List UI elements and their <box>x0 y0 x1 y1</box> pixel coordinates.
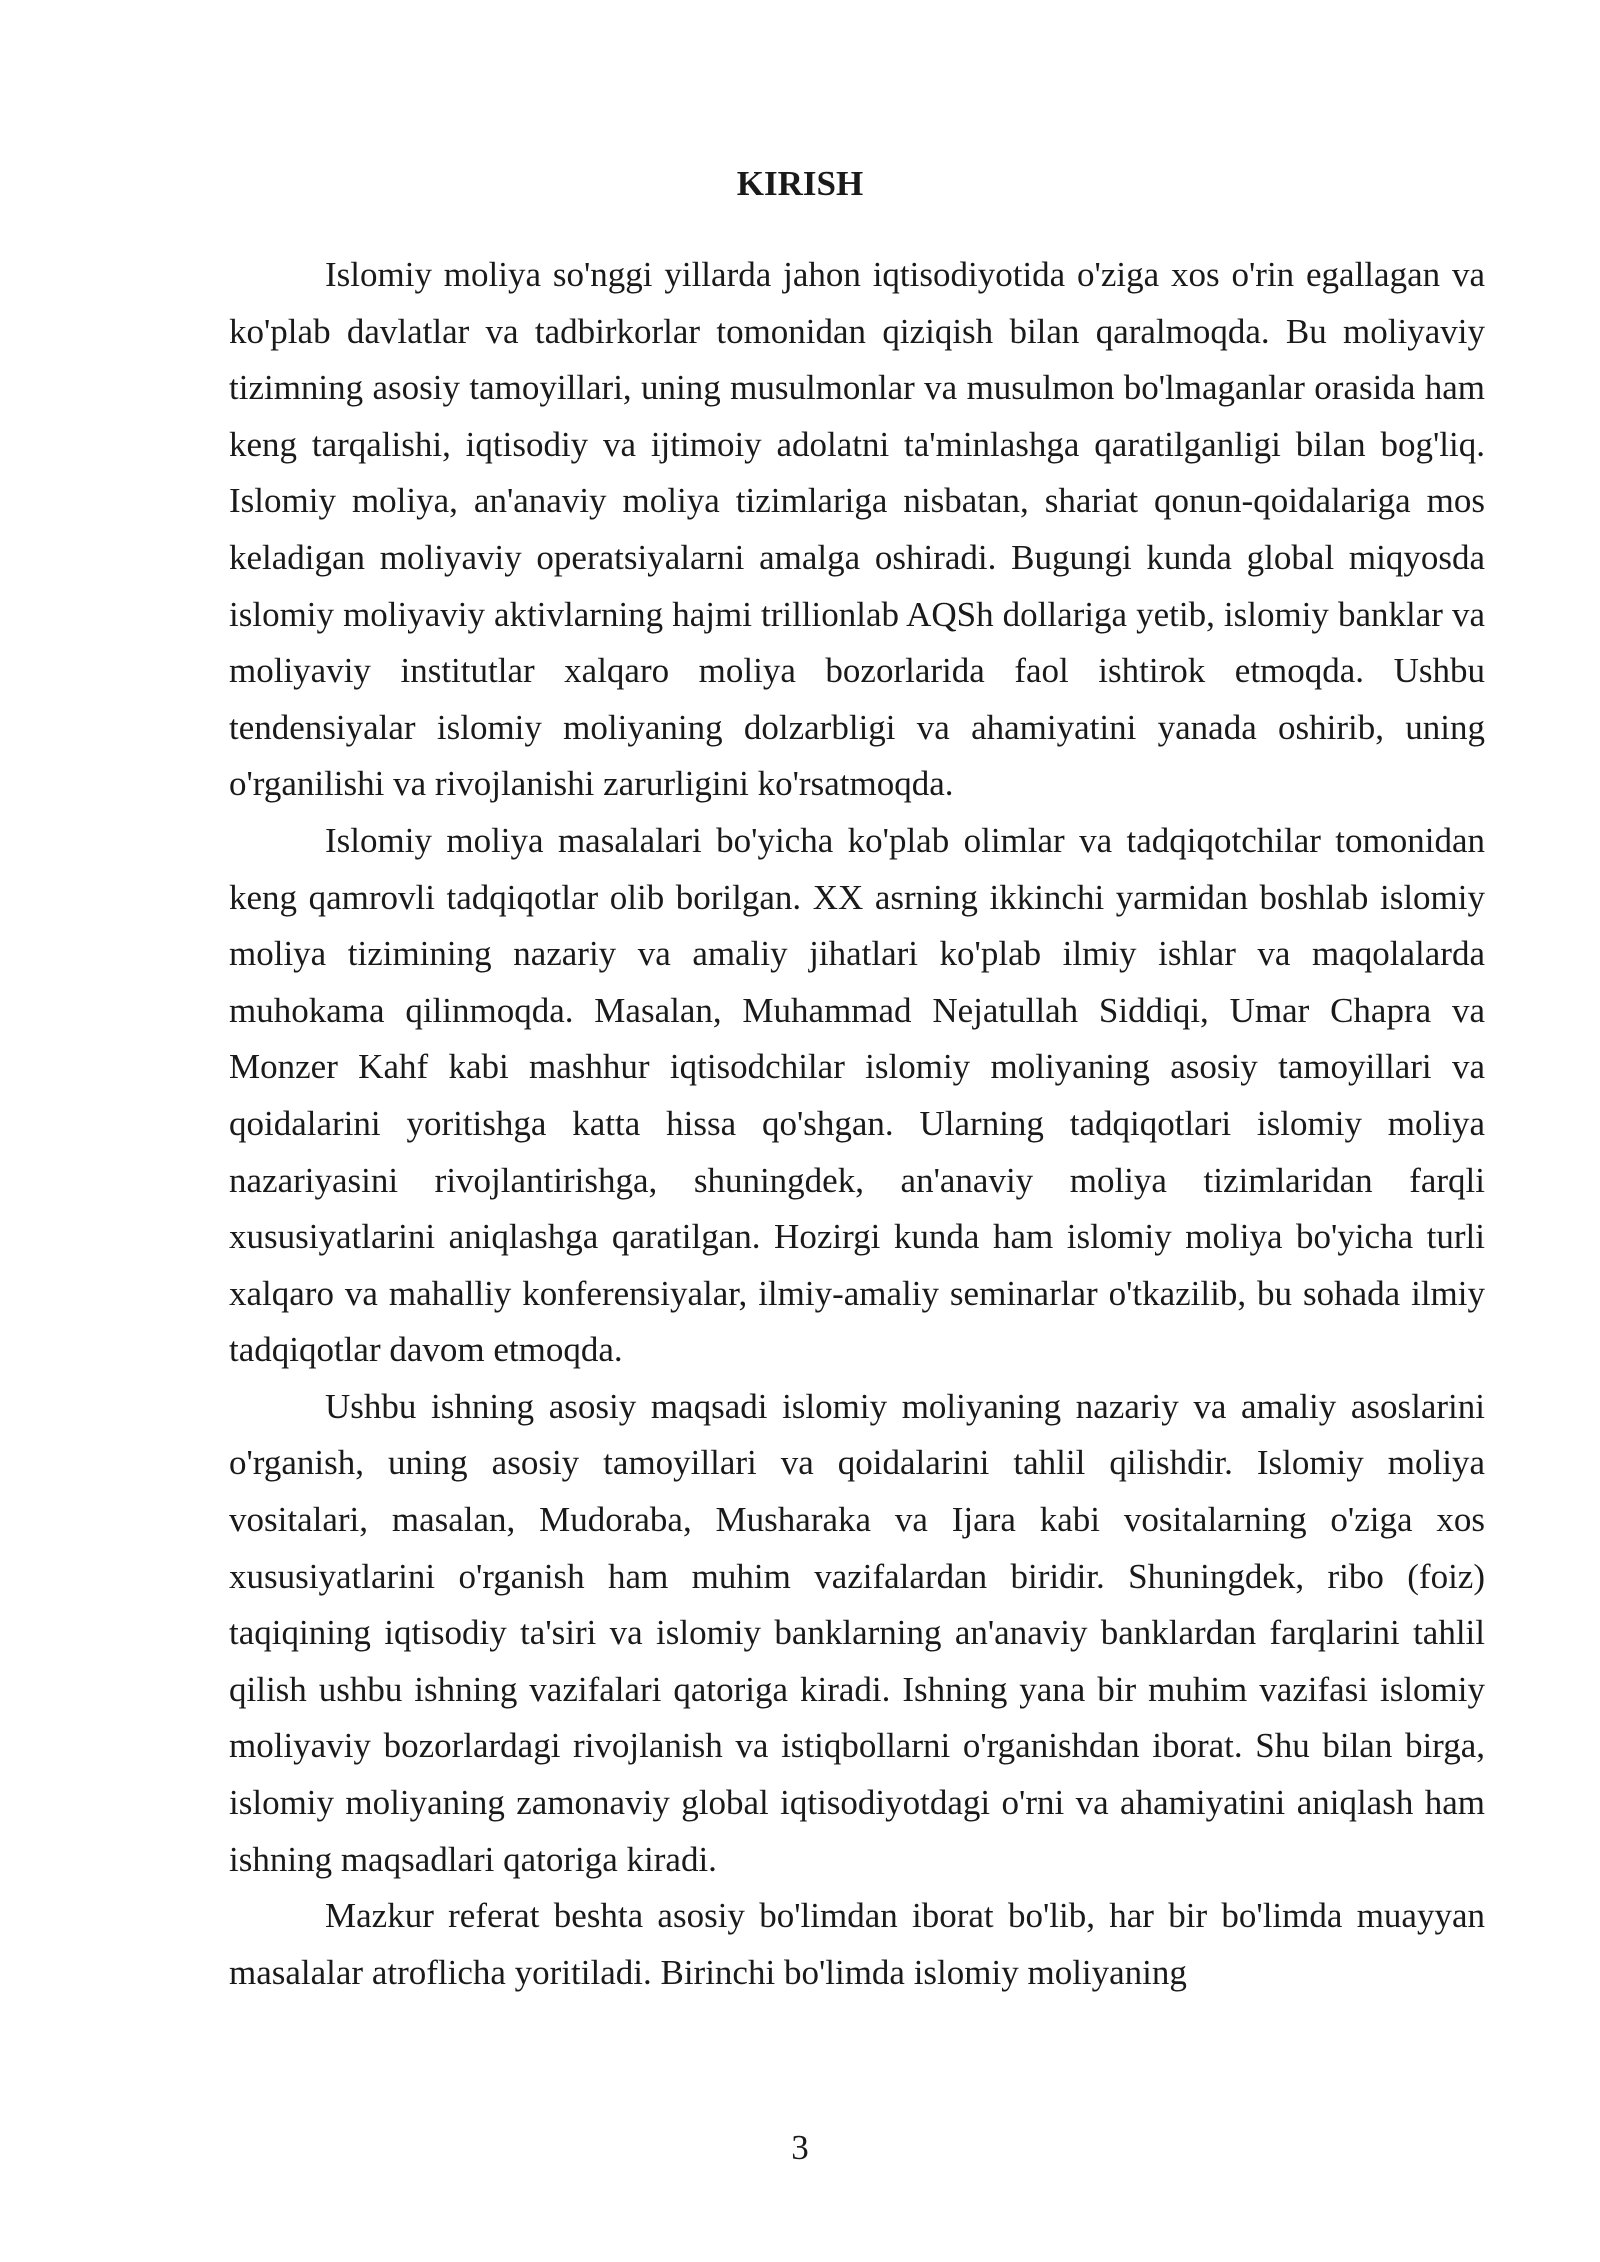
paragraph-3: Ushbu ishning asosiy maqsadi islomiy moliyaning nazariy va amaliy asoslarini o'rganish, uning asosiy tamoyillari va qoidalarini tahlil qilishdir. Islomiy moliya vositalari, masalan, Mudoraba, Musharaka va Ijara kabi vositalarning o'ziga xos xususiyatlarini o'rganish ham muhim vazifalardan biridir. Shuningdek, ribo (foiz) taqiqining iqtisodiy ta'siri va islomiy banklarning an'anaviy banklardan farqlarini tahlil qilish ushbu ishning vazifalari qatoriga kiradi. Ishning yana bir muhim vazifasi islomiy moliyaviy bozorlardagi rivojlanish va istiqbollarni o'rganishdan iborat. Shu bilan birga, islomiy moliyaning zamonaviy global iqtisodiyotdagi o'rni va ahamiyatini aniqlash ham ishning maqsadlari qatoriga kiradi. <box>229 1386 1485 1879</box>
paragraph-4: Mazkur referat beshta asosiy bo'limdan iborat bo'lib, har bir bo'limda muayyan masalalar atroflicha yoritiladi. Birinchi bo'limda islomiy moliyaning <box>229 1896 1485 1992</box>
body-text <box>229 247 1485 2001</box>
paragraph-1: Islomiy moliya so'nggi yillarda jahon iqtisodiyotida o'ziga xos o'rin egallagan va ko'plab davlatlar va tadbirkorlar tomonidan qiziqish bilan qaralmoqda. Bu moliyaviy tizimning asosiy tamoyillari, uning musulmonlar va musulmon bo'lmaganlar orasida ham keng tarqalishi, iqtisodiy va ijtimoiy adolatni ta'minlashga qaratilganligi bilan bog'liq. Islomiy moliya, an'anaviy moliya tizimlariga nisbatan, shariat qonun-qoidalariga mos keladigan moliyaviy operatsiyalarni amalga oshiradi. Bugungi kunda global miqyosda islomiy moliyaviy aktivlarning hajmi trillionlab AQSh dollariga yetib, islomiy banklar va moliyaviy institutlar xalqaro moliya bozorlarida faol ishtirok etmoqda. Ushbu tendensiyalar islomiy moliyaning dolzarbligi va ahamiyatini yanada oshirib, uning o'rganilishi va rivojlanishi zarurligini ko'rsatmoqda. <box>229 255 1485 804</box>
page-title: KIRISH <box>736 164 864 203</box>
paragraph-2: Islomiy moliya masalalari bo'yicha ko'plab olimlar va tadqiqotchilar tomonidan keng qamrovli tadqiqotlar olib borilgan. XX asrning ikkinchi yarmidan boshlab islomiy moliya tizimining nazariy va amaliy jihatlari ko'plab ilmiy ishlar va maqolalarda muhokama qilinmoqda. Masalan, Muhammad Nejatullah Siddiqi, Umar Chapra va Monzer Kahf kabi mashhur iqtisodchilar islomiy moliyaning asosiy tamoyillari va qoidalarini yoritishga katta hissa qo'shgan. Ularning tadqiqotlari islomiy moliya nazariyasini rivojlantirishga, shuningdek, an'anaviy moliya tizimlaridan farqli xususiyatlarini aniqlashga qaratilgan. Hozirgi kunda ham islomiy moliya bo'yicha turli xalqaro va mahalliy konferensiyalar, ilmiy-amaliy seminarlar o'tkazilib, bu sohada ilmiy tadqiqotlar davom etmoqda. <box>229 820 1485 1370</box>
page-number: 3 <box>791 2128 809 2167</box>
